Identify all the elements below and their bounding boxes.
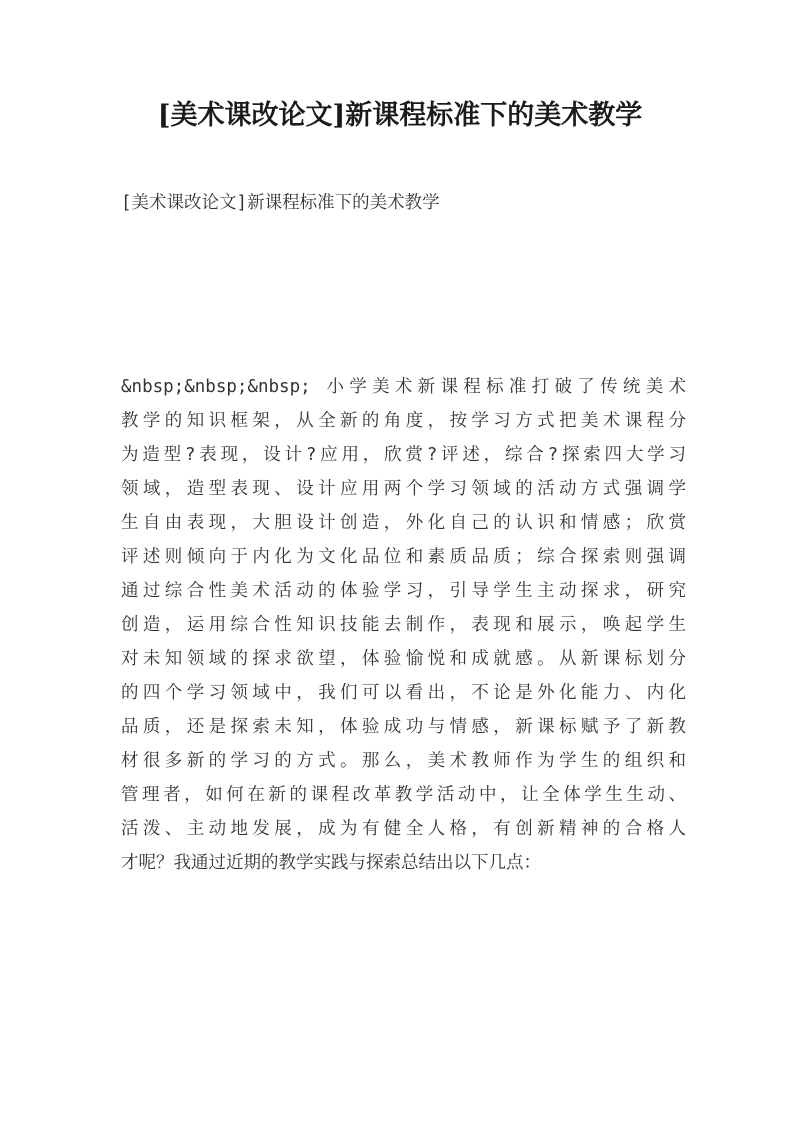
body-line: 为造型?表现，设计?应用，欣赏?评述，综合?探索四大学习	[121, 445, 686, 465]
body-line: 通过综合性美术活动的体验学习，引导学生主动探求，研究	[121, 581, 686, 601]
body-line: 生自由表现，大胆设计创造，外化自己的认识和情感；欣赏	[121, 513, 686, 533]
document-body	[121, 370, 686, 880]
body-line: 才呢？我通过近期的教学实践与探索总结出以下几点：	[121, 853, 541, 873]
body-line: 活泼、主动地发展，成为有健全人格，有创新精神的合格人	[121, 819, 686, 839]
body-line: 对未知领域的探求欲望，体验愉悦和成就感。从新课标划分	[121, 649, 686, 669]
body-line: 领域，造型表现、设计应用两个学习领域的活动方式强调学	[121, 479, 686, 499]
document-title: [美术课改论文]新课程标准下的美术教学	[157, 100, 643, 131]
body-line: 评述则倾向于内化为文化品位和素质品质；综合探索则强调	[121, 547, 686, 567]
body-line: 材很多新的学习的方式。那么，美术教师作为学生的组织和	[121, 751, 686, 771]
body-line: 创造，运用综合性知识技能去制作，表现和展示，唤起学生	[121, 615, 686, 635]
body-line: 的四个学习领域中，我们可以看出，不论是外化能力、内化	[121, 683, 686, 703]
body-line: &nbsp;&nbsp;&nbsp; 小学美术新课程标准打破了传统美术	[121, 377, 686, 397]
body-line: 管理者，如何在新的课程改革教学活动中，让全体学生生动、	[121, 785, 686, 805]
document-subtitle: [美术课改论文]新课程标准下的美术教学	[121, 193, 440, 213]
body-line: 教学的知识框架，从全新的角度，按学习方式把美术课程分	[121, 411, 686, 431]
body-line: 品质，还是探索未知，体验成功与情感，新课标赋予了新教	[121, 717, 686, 737]
